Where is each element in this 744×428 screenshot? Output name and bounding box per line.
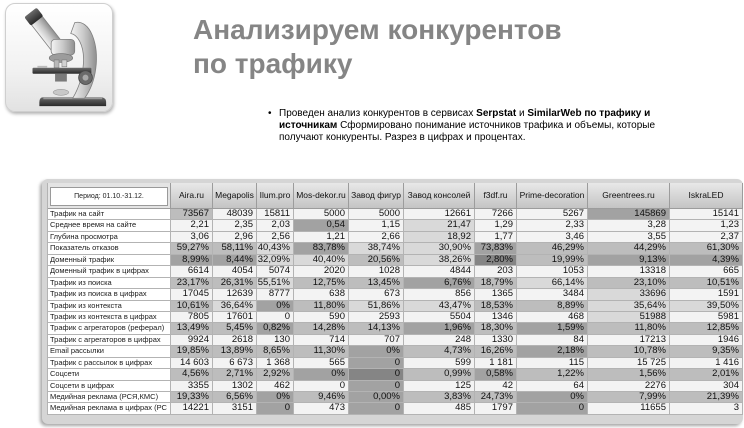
table-cell: 14,13% xyxy=(349,323,404,334)
table-cell: 0 xyxy=(349,358,404,369)
table-cell: 40,43% xyxy=(257,243,294,254)
row-label: Доменный трафик xyxy=(48,255,171,266)
table-cell: 1053 xyxy=(517,266,588,277)
table-cell: 1 416 xyxy=(670,358,743,369)
table-cell: 0,99% xyxy=(404,369,475,380)
table-cell: 18,79% xyxy=(475,278,517,289)
column-header: Greentrees.ru xyxy=(588,183,670,209)
column-header: Prime-decoration xyxy=(517,183,588,209)
table-cell: 115 xyxy=(517,358,588,369)
table-cell: 12,85% xyxy=(670,323,743,334)
period-label: Период: 01.10.-31.12. xyxy=(50,187,168,206)
table-cell: 21,39% xyxy=(670,392,743,403)
table-cell: 203 xyxy=(475,266,517,277)
table-cell: 14221 xyxy=(171,403,213,414)
table-cell: 1,21 xyxy=(294,232,349,243)
table-cell: 3,55 xyxy=(588,232,670,243)
table-cell: 6,56% xyxy=(213,392,257,403)
row-label: Среднее время на сайте xyxy=(48,220,171,231)
table-cell: 15811 xyxy=(257,209,294,220)
row-label: Трафик с агрегаторов в цифрах xyxy=(48,335,171,346)
table-cell: 2,01% xyxy=(670,369,743,380)
table-cell: 0% xyxy=(257,392,294,403)
table-cell: 39,50% xyxy=(670,301,743,312)
table-cell: 33696 xyxy=(588,289,670,300)
table-cell: 4844 xyxy=(404,266,475,277)
table-cell: 9,13% xyxy=(588,255,670,266)
table-cell: 1946 xyxy=(670,335,743,346)
row-label: Показатель отказов xyxy=(48,243,171,254)
table-cell: 3484 xyxy=(517,289,588,300)
table-cell: 43,47% xyxy=(404,301,475,312)
table-panel xyxy=(42,179,743,424)
table-cell: 2,92% xyxy=(257,369,294,380)
table-cell: 3,06 xyxy=(171,232,213,243)
table-cell: 48039 xyxy=(213,209,257,220)
table-cell: 12639 xyxy=(213,289,257,300)
table-cell: 3151 xyxy=(213,403,257,414)
table-cell: 2,66 xyxy=(349,232,404,243)
row-label: Трафик из поиска xyxy=(48,278,171,289)
table-cell: 665 xyxy=(670,266,743,277)
table-cell: 714 xyxy=(294,335,349,346)
table-cell: 599 xyxy=(404,358,475,369)
table-cell: 485 xyxy=(404,403,475,414)
row-label: Глубина просмотра xyxy=(48,232,171,243)
traffic-table xyxy=(47,183,742,415)
table-cell: 4,73% xyxy=(404,346,475,357)
table-cell: 32,09% xyxy=(257,255,294,266)
table-cell: 125 xyxy=(404,381,475,392)
table-cell: 2593 xyxy=(349,312,404,323)
table-cell: 4,56% xyxy=(171,369,213,380)
table-cell: 673 xyxy=(349,289,404,300)
table-cell: 4,39% xyxy=(670,255,743,266)
table-cell: 7,99% xyxy=(588,392,670,403)
table-cell: 2,21 xyxy=(171,220,213,231)
table-cell: 23,10% xyxy=(588,278,670,289)
table-cell: 9,46% xyxy=(294,392,349,403)
microscope-light xyxy=(53,89,69,95)
table-cell: 0 xyxy=(517,403,588,414)
bullet-point xyxy=(268,108,708,148)
row-label: Медийная реклама (РСЯ,КМС) xyxy=(48,392,171,403)
table-cell: 2,37 xyxy=(670,232,743,243)
table-cell: 73,83% xyxy=(475,243,517,254)
objective-turret xyxy=(49,54,73,63)
table-cell: 42 xyxy=(475,381,517,392)
table-cell: 1 368 xyxy=(257,358,294,369)
table-cell: 38,26% xyxy=(404,255,475,266)
page-title-line-2: по трафику xyxy=(193,48,353,79)
bullet-line xyxy=(279,120,655,132)
column-header: Завод фигур xyxy=(349,183,404,209)
table-cell: 55,51% xyxy=(257,278,294,289)
table-cell: 462 xyxy=(257,381,294,392)
bold-text: источникам xyxy=(279,120,338,131)
bullet-text xyxy=(279,108,655,144)
column-header: IskraLED xyxy=(670,183,743,209)
table-cell: 248 xyxy=(404,335,475,346)
table-cell: 18,92 xyxy=(404,232,475,243)
row-label: Трафик из контекста в цифрах xyxy=(48,312,171,323)
objective-lens xyxy=(62,60,67,67)
table-cell: 2,33 xyxy=(517,220,588,231)
row-label: Трафик из контекста xyxy=(48,301,171,312)
table-cell: 2,96 xyxy=(213,232,257,243)
column-header: Aira.ru xyxy=(171,183,213,209)
table-cell: 304 xyxy=(670,381,743,392)
bold-text: SimilarWeb по трафику и xyxy=(527,108,651,119)
table-cell: 130 xyxy=(257,335,294,346)
table-cell: 5000 xyxy=(294,209,349,220)
table-cell: 5981 xyxy=(670,312,743,323)
table-cell: 856 xyxy=(404,289,475,300)
microscope-condenser xyxy=(55,74,67,82)
table-cell: 36,64% xyxy=(213,301,257,312)
table-cell: 0 xyxy=(349,403,404,414)
column-header: f3df.ru xyxy=(475,183,517,209)
table-cell: 11655 xyxy=(588,403,670,414)
table-cell: 0 xyxy=(349,369,404,380)
table-cell: 707 xyxy=(349,335,404,346)
table-cell: 1330 xyxy=(475,335,517,346)
table-cell: 13,89% xyxy=(213,346,257,357)
table-cell: 12661 xyxy=(404,209,475,220)
text-run: Сформировано понимание источников трафика и объемы, которые xyxy=(337,120,656,131)
table-cell: 10,61% xyxy=(171,301,213,312)
table-cell: 0% xyxy=(257,301,294,312)
table-cell: 5267 xyxy=(517,209,588,220)
table-cell: 4054 xyxy=(213,266,257,277)
table-cell: 1,29 xyxy=(475,220,517,231)
table-cell: 1365 xyxy=(475,289,517,300)
table-cell: 18,30% xyxy=(475,323,517,334)
table-cell: 1,59% xyxy=(517,323,588,334)
table-cell: 5504 xyxy=(404,312,475,323)
table-cell: 9924 xyxy=(171,335,213,346)
column-header: Megapolis xyxy=(213,183,257,209)
table-cell: 9,35% xyxy=(670,346,743,357)
table-cell: 16,26% xyxy=(475,346,517,357)
table-cell: 7805 xyxy=(171,312,213,323)
table-cell: 1,77 xyxy=(475,232,517,243)
row-label: Медийная реклама в цифрах (РС xyxy=(48,403,171,414)
table-cell: 20,56% xyxy=(349,255,404,266)
table-cell: 0% xyxy=(349,346,404,357)
table-cell: 0,00% xyxy=(349,392,404,403)
table-cell: 24,73% xyxy=(475,392,517,403)
row-label: Соцсети в цифрах xyxy=(48,381,171,392)
table-cell: 2618 xyxy=(213,335,257,346)
table-cell: 23,17% xyxy=(171,278,213,289)
table-cell: 11,80% xyxy=(588,323,670,334)
table-cell: 64 xyxy=(517,381,588,392)
text-run: получают конкуренты. Разрез в цифрах и процентах. xyxy=(279,132,526,143)
table-cell: 8777 xyxy=(257,289,294,300)
table-cell: 1302 xyxy=(213,381,257,392)
table-cell: 51988 xyxy=(588,312,670,323)
bullet-marker: • xyxy=(268,108,272,119)
row-label: Соцсети xyxy=(48,369,171,380)
objective-lens xyxy=(54,60,59,68)
table-cell: 0 xyxy=(349,381,404,392)
table-cell: 61,30% xyxy=(670,243,743,254)
table-cell: 6614 xyxy=(171,266,213,277)
row-label: Трафик на сайт xyxy=(48,209,171,220)
table-cell: 638 xyxy=(294,289,349,300)
table-cell: 66,14% xyxy=(517,278,588,289)
table-cell: 2,71% xyxy=(213,369,257,380)
table-cell: 40,40% xyxy=(294,255,349,266)
table-cell: 14,28% xyxy=(294,323,349,334)
table-cell: 3,83% xyxy=(404,392,475,403)
table-cell: 7266 xyxy=(475,209,517,220)
microscope-head xyxy=(51,39,75,55)
column-header: Завод консолей xyxy=(404,183,475,209)
table-cell: 3,28 xyxy=(588,220,670,231)
table-cell: 6 673 xyxy=(213,358,257,369)
table-cell: 2,56 xyxy=(257,232,294,243)
table-cell: 51,86% xyxy=(349,301,404,312)
table-cell: 8,44% xyxy=(213,255,257,266)
table-cell: 13318 xyxy=(588,266,670,277)
table-cell: 21,47 xyxy=(404,220,475,231)
focus-knob-center xyxy=(83,75,89,81)
table-cell: 0 xyxy=(257,403,294,414)
table-cell: 35,64% xyxy=(588,301,670,312)
row-label: Трафик из поиска в цифрах xyxy=(48,289,171,300)
table-cell: 30,90% xyxy=(404,243,475,254)
table-cell: 5000 xyxy=(349,209,404,220)
table-cell: 26,31% xyxy=(213,278,257,289)
table-cell: 8,89% xyxy=(517,301,588,312)
table-cell: 5,45% xyxy=(213,323,257,334)
text-run: Проведен анализ конкурентов в сервисах xyxy=(279,108,477,119)
table-cell: 46,29% xyxy=(517,243,588,254)
table-cell: 0,54 xyxy=(294,220,349,231)
table-cell: 14 603 xyxy=(171,358,213,369)
table-cell: 0% xyxy=(294,369,349,380)
table-cell: 0 xyxy=(257,312,294,323)
table-cell: 1,56% xyxy=(588,369,670,380)
table-cell: 3 xyxy=(670,403,743,414)
table-cell: 473 xyxy=(294,403,349,414)
table-cell: 11,30% xyxy=(294,346,349,357)
table-cell: 1,23 xyxy=(670,220,743,231)
text-run: и xyxy=(516,108,528,119)
bold-text: Serpstat xyxy=(476,108,517,119)
table-cell: 0,58% xyxy=(475,369,517,380)
table-cell: 13,49% xyxy=(171,323,213,334)
table-cell: 1346 xyxy=(475,312,517,323)
table-cell: 19,33% xyxy=(171,392,213,403)
column-header: Ilum.pro xyxy=(257,183,294,209)
table-cell: 145869 xyxy=(588,209,670,220)
table-cell: 0,82% xyxy=(257,323,294,334)
table-cell: 38,74% xyxy=(349,243,404,254)
column-header: Mos-dekor.ru xyxy=(294,183,349,209)
table-cell: 17213 xyxy=(588,335,670,346)
row-label: Email рассылки xyxy=(48,346,171,357)
table-cell: 13,45% xyxy=(349,278,404,289)
table-cell: 6,76% xyxy=(404,278,475,289)
row-label: Трафик с рассылок в цифрах xyxy=(48,358,171,369)
table-cell: 15 725 xyxy=(588,358,670,369)
table-cell: 5074 xyxy=(257,266,294,277)
row-label: Доменный трафик в цифрах xyxy=(48,266,171,277)
bullet-line xyxy=(279,132,655,144)
bullet-line xyxy=(279,108,655,120)
table-cell: 2276 xyxy=(588,381,670,392)
row-label: Трафик с агрегаторов (реферал) xyxy=(48,323,171,334)
table-cell: 58,11% xyxy=(213,243,257,254)
table-cell: 84 xyxy=(517,335,588,346)
table-cell: 11,80% xyxy=(294,301,349,312)
table-cell: 3,46 xyxy=(517,232,588,243)
table-cell: 1797 xyxy=(475,403,517,414)
table-cell: 83,78% xyxy=(294,243,349,254)
table-cell: 1591 xyxy=(670,289,743,300)
microscope-icon xyxy=(6,4,112,111)
table-cell: 17601 xyxy=(213,312,257,323)
microscope-arm xyxy=(71,22,97,98)
table-cell: 0% xyxy=(517,392,588,403)
table-cell: 565 xyxy=(294,358,349,369)
table-cell: 590 xyxy=(294,312,349,323)
table-cell: 1 181 xyxy=(475,358,517,369)
table-cell: 10,78% xyxy=(588,346,670,357)
table-cell: 2020 xyxy=(294,266,349,277)
table-cell: 8,99% xyxy=(171,255,213,266)
table-cell: 19,99% xyxy=(517,255,588,266)
table-cell: 15141 xyxy=(670,209,743,220)
table-cell: 17045 xyxy=(171,289,213,300)
table-cell: 18,53% xyxy=(475,301,517,312)
page-title xyxy=(193,13,562,81)
table-cell: 1,22% xyxy=(517,369,588,380)
table-cell: 468 xyxy=(517,312,588,323)
table-cell: 2,35 xyxy=(213,220,257,231)
page-title-line-1: Анализируем конкурентов xyxy=(193,14,562,45)
table-cell: 0 xyxy=(294,381,349,392)
table-cell: 2,18% xyxy=(517,346,588,357)
table-cell: 1,96% xyxy=(404,323,475,334)
table-cell: 2,80% xyxy=(475,255,517,266)
microscope-image xyxy=(5,3,113,112)
stage-clip xyxy=(37,66,47,68)
period-header-cell xyxy=(48,183,171,209)
table-cell: 19,85% xyxy=(171,346,213,357)
table-cell: 8,65% xyxy=(257,346,294,357)
table-cell: 44,29% xyxy=(588,243,670,254)
table-cell: 12,75% xyxy=(294,278,349,289)
table-cell: 2,03 xyxy=(257,220,294,231)
table-cell: 59,27% xyxy=(171,243,213,254)
table-cell: 10,51% xyxy=(670,278,743,289)
table-cell: 1,15 xyxy=(349,220,404,231)
table-cell: 73567 xyxy=(171,209,213,220)
table-cell: 3355 xyxy=(171,381,213,392)
table-cell: 1028 xyxy=(349,266,404,277)
